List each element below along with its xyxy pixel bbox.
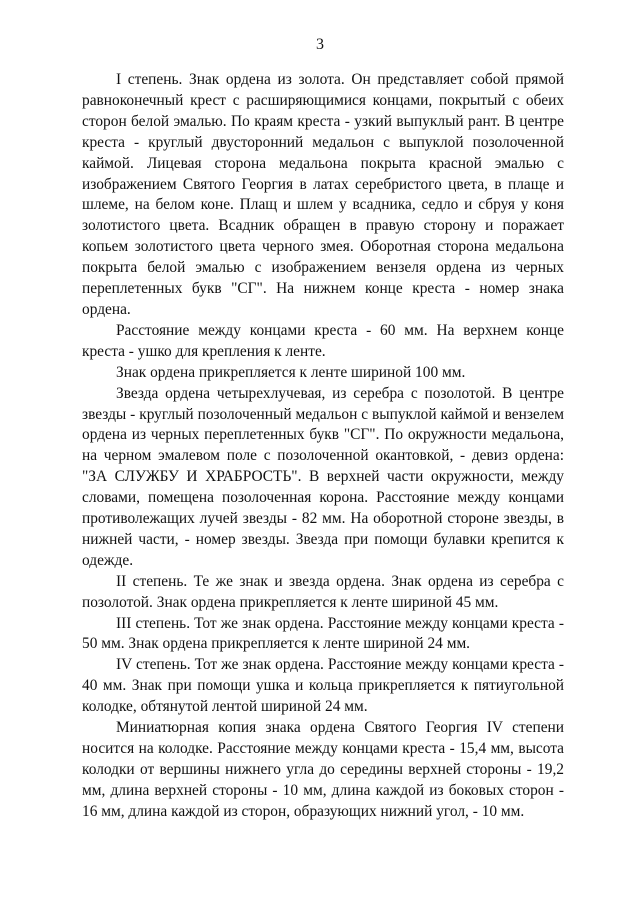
paragraph-star-description: Звезда ордена четырехлучевая, из серебра с позолотой. В центре звезды - круглый позолоченный медальон с выпуклой каймой и вензелем ордена из черных переплетенных букв "СГ". По окружности медальона, на черном эмалевом поле с позолоченной окантовкой, - девиз ордена: "ЗА СЛУЖБУ И ХРАБРОСТЬ". В верхней части окружности, между словами, помещена позолоченная корона. Расстояние между концами противолежащих лучей звезды - 82 мм. На оборотной стороне звезды, в нижней части, - номер звезды. Звезда при помощи булавки крепится к одежде.	[82, 384, 564, 569]
paragraph-ribbon-width: Знак ордена прикрепляется к ленте шириной 100 мм.	[116, 363, 466, 381]
page-number: 3	[316, 36, 324, 53]
document-body	[82, 70, 564, 823]
paragraph-third-degree: III степень. Тот же знак ордена. Расстояние между концами креста - 50 мм. Знак ордена прикрепляется к ленте шириной 24 мм.	[82, 614, 564, 653]
paragraph-cross-distance: Расстояние между концами креста - 60 мм. На верхнем конце креста - ушко для крепления к ленте.	[82, 321, 564, 360]
paragraph-fourth-degree: IV степень. Тот же знак ордена. Расстояние между концами креста - 40 мм. Знак при помощи ушка и кольца прикрепляется к пятиугольной колодке, обтянутой лентой шириной 24 мм.	[82, 656, 564, 716]
paragraph-miniature-copy: Миниатюрная копия знака ордена Святого Георгия IV степени носится на колодке. Расстояние между концами креста - 15,4 мм, высота колодки от вершины нижнего угла до середины верхней стороны - 19,2 мм, длина верхней стороны - 10 мм, длина каждой из боковых сторон - 16 мм, длина каждой из сторон, образующих нижний угол, - 10 мм.	[82, 719, 564, 820]
paragraph-first-degree: I степень. Знак ордена из золота. Он представляет собой прямой равноконечный крест с расширяющимися концами, покрытый с обеих сторон белой эмалью. По краям креста - узкий выпуклый рант. В центре креста - круглый двусторонний медальон с выпуклой позолоченной каймой. Лицевая сторона медальона покрыта красной эмалью с изображением Святого Георгия в латах серебристого цвета, в плаще и шлеме, на белом коне. Плащ и шлем у всадника, седло и сбруя у коня золотистого цвета. Всадник обращен в правую сторону и поражает копьем золотистого цвета черного змея. Оборотная сторона медальона покрыта белой эмалью с изображением вензеля ордена из черных переплетенных букв "СГ". На нижнем конце креста - номер знака ордена.	[82, 71, 564, 318]
paragraph-second-degree: II степень. Те же знак и звезда ордена. Знак ордена из серебра с позолотой. Знак ордена прикрепляется к ленте шириной 45 мм.	[82, 572, 564, 611]
